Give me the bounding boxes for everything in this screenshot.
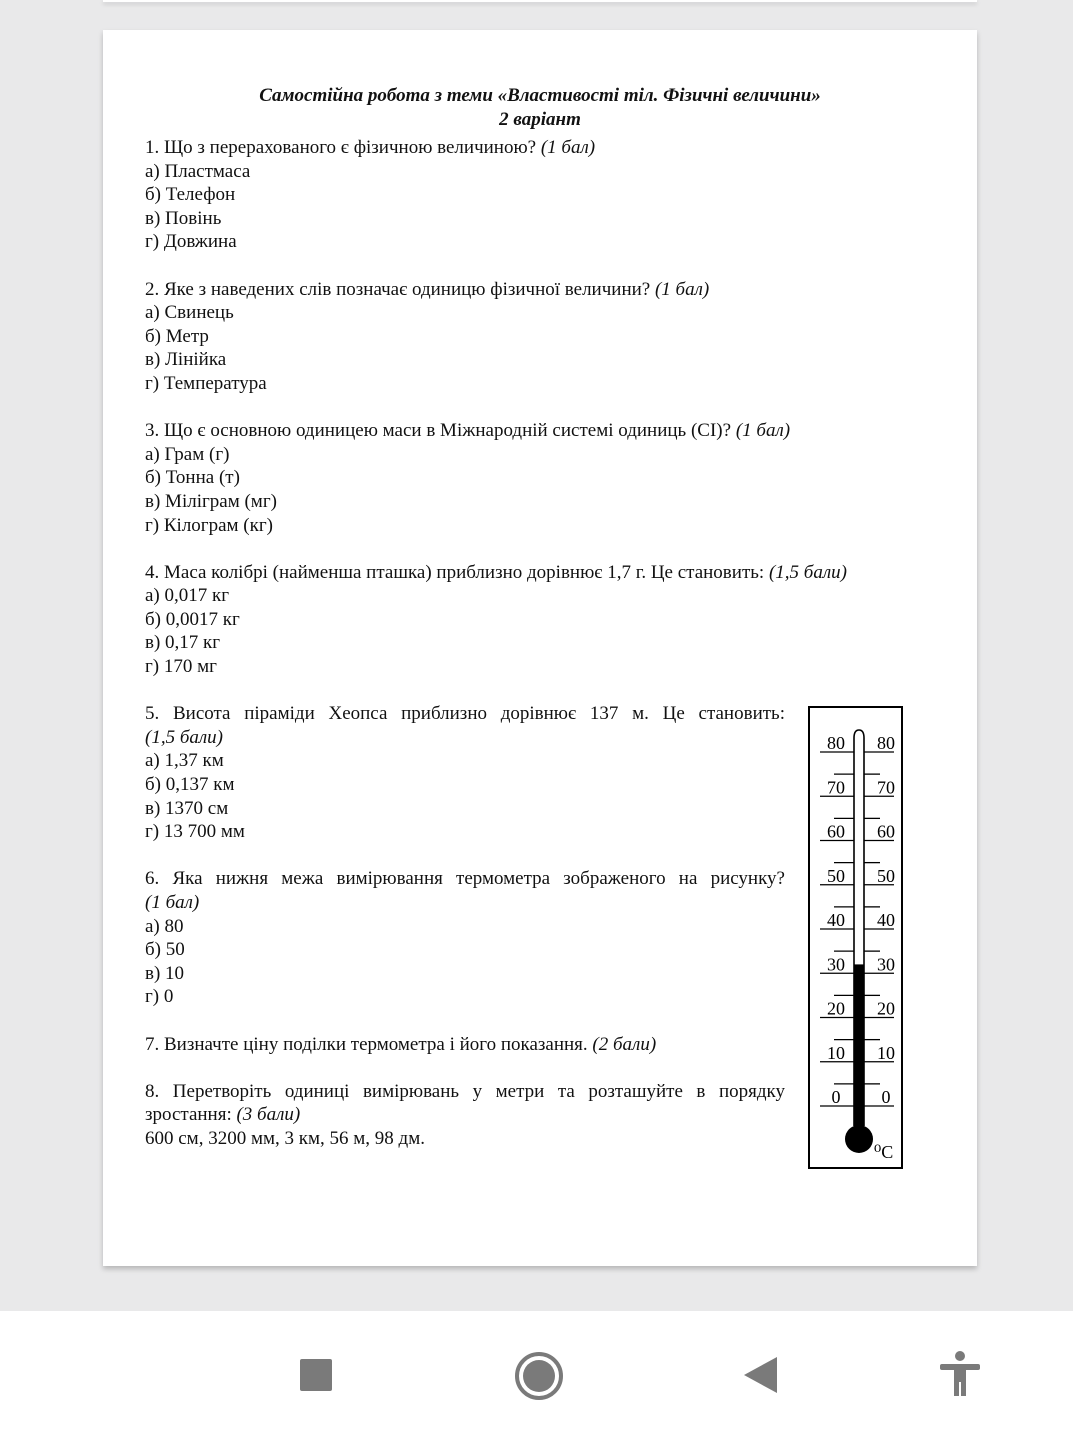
triangle-icon: [736, 1349, 788, 1401]
question-points: (1 бал): [145, 892, 200, 913]
scale-label-left: 30: [827, 954, 845, 975]
question-4: [145, 561, 847, 679]
option: б) 50: [145, 939, 185, 961]
question-text: 3. Що є основною одиницею маси в Міжнародній системі одиниць (СІ)?: [145, 420, 732, 442]
option: в) 0,17 кг: [145, 632, 221, 654]
question-points: (3 бали): [236, 1104, 301, 1126]
question-7: [145, 1033, 785, 1057]
scale-label-right: 50: [877, 865, 895, 886]
option: а) Свинець: [145, 302, 234, 324]
scale-label-right: 80: [877, 733, 895, 753]
square-icon: [290, 1349, 342, 1401]
question-text: 8. Перетворіть одиниці вимірювань у метри та розташуйте в порядку зростання:: [145, 1080, 785, 1126]
question-1: [145, 136, 785, 254]
document-page: [103, 30, 977, 1266]
scale-label-left: 0: [831, 1087, 841, 1107]
previous-page-edge: [103, 0, 977, 2]
question-text: 1. Що з перерахованого є фізичною величиною?: [145, 137, 537, 158]
option: г) Довжина: [145, 231, 237, 253]
scale-label-left: 60: [827, 821, 845, 842]
scale-label-left: 20: [827, 998, 845, 1019]
question-3: [145, 419, 791, 537]
option: б) 0,137 км: [145, 774, 235, 796]
question-points: (1 бал): [735, 420, 791, 442]
question-text: 7. Визначте ціну поділки термометра і його показання.: [145, 1033, 588, 1055]
scale-label-left: 10: [827, 1042, 845, 1063]
question-points: (1 бал): [654, 278, 710, 300]
unit-label: ⁰C: [874, 1142, 894, 1162]
option: а) Пластмаса: [145, 160, 251, 182]
scale-label-right: 10: [877, 1042, 895, 1063]
question-text: 6. Яка нижня межа вимірювання термометра зображеного на рисунку?: [145, 868, 785, 890]
accessibility-icon: [932, 1347, 988, 1403]
question-text: 2. Яке з наведених слів позначає одиницю фізичної величини?: [145, 278, 651, 300]
option: б) Тонна (т): [145, 467, 240, 489]
scale-label-right: 70: [877, 777, 895, 798]
option: а) 1,37 км: [145, 750, 224, 772]
option: г) 0: [145, 986, 174, 1008]
accessibility-button[interactable]: [932, 1347, 988, 1403]
option: 600 см, 3200 мм, 3 км, 56 м, 98 дм.: [145, 1127, 425, 1149]
question-5: [145, 702, 785, 844]
scale-label-right: 20: [877, 998, 895, 1019]
question-points: (1,5 бали): [145, 726, 223, 748]
option: в) 1370 см: [145, 797, 229, 819]
option: а) 80: [145, 915, 184, 937]
scale-label-right: 60: [877, 821, 895, 842]
option: г) 13 700 мм: [145, 821, 245, 843]
title-line-2: 2 варіант: [499, 109, 581, 130]
scale-label-left: 50: [827, 865, 845, 886]
option: в) Повінь: [145, 207, 222, 229]
option: а) 0,017 кг: [145, 585, 230, 607]
navigation-bar: [0, 1311, 1073, 1440]
circle-icon: [512, 1349, 566, 1403]
option: б) Телефон: [145, 184, 236, 206]
scale-label-left: 70: [827, 777, 845, 798]
option: б) 0,0017 кг: [145, 608, 240, 630]
back-button[interactable]: [736, 1349, 788, 1401]
question-points: (1 бал): [540, 137, 596, 158]
question-8: [145, 1080, 785, 1151]
option: г) Кілограм (кг): [145, 514, 273, 536]
scale-label-right: 30: [877, 954, 895, 975]
question-text: 5. Висота піраміди Хеопса приблизно дорівнює 137 м. Це становить:: [145, 703, 785, 725]
recents-button[interactable]: [290, 1349, 342, 1401]
option: б) Метр: [145, 325, 209, 347]
thermometer-figure: [808, 706, 903, 1169]
option: г) 170 мг: [145, 656, 217, 678]
option: г) Температура: [145, 372, 267, 394]
option: в) Міліграм (мг): [145, 490, 277, 512]
question-points: (1,5 бали): [768, 561, 847, 583]
scale-label-left: 80: [827, 733, 845, 753]
mercury-column: [855, 964, 864, 1139]
question-6: [145, 867, 785, 1009]
scale-label-right: 0: [881, 1087, 891, 1107]
question-text: 4. Маса колібрі (найменша пташка) приблизно дорівнює 1,7 г. Це становить:: [145, 561, 765, 583]
home-button[interactable]: [512, 1349, 566, 1403]
option: в) 10: [145, 962, 185, 984]
document-title: [103, 84, 977, 132]
thermometer-bulb: [845, 1125, 873, 1153]
option: в) Лінійка: [145, 349, 227, 371]
question-2: [145, 278, 785, 396]
thermometer-drawing: [810, 708, 901, 1167]
scale-label-right: 40: [877, 910, 895, 930]
title-line-1: Самостійна робота з теми «Властивості тіл. Фізичні величини»: [259, 85, 821, 106]
question-points: (2 бали): [592, 1033, 657, 1055]
scale-label-left: 40: [827, 910, 845, 930]
option: а) Грам (г): [145, 443, 230, 465]
